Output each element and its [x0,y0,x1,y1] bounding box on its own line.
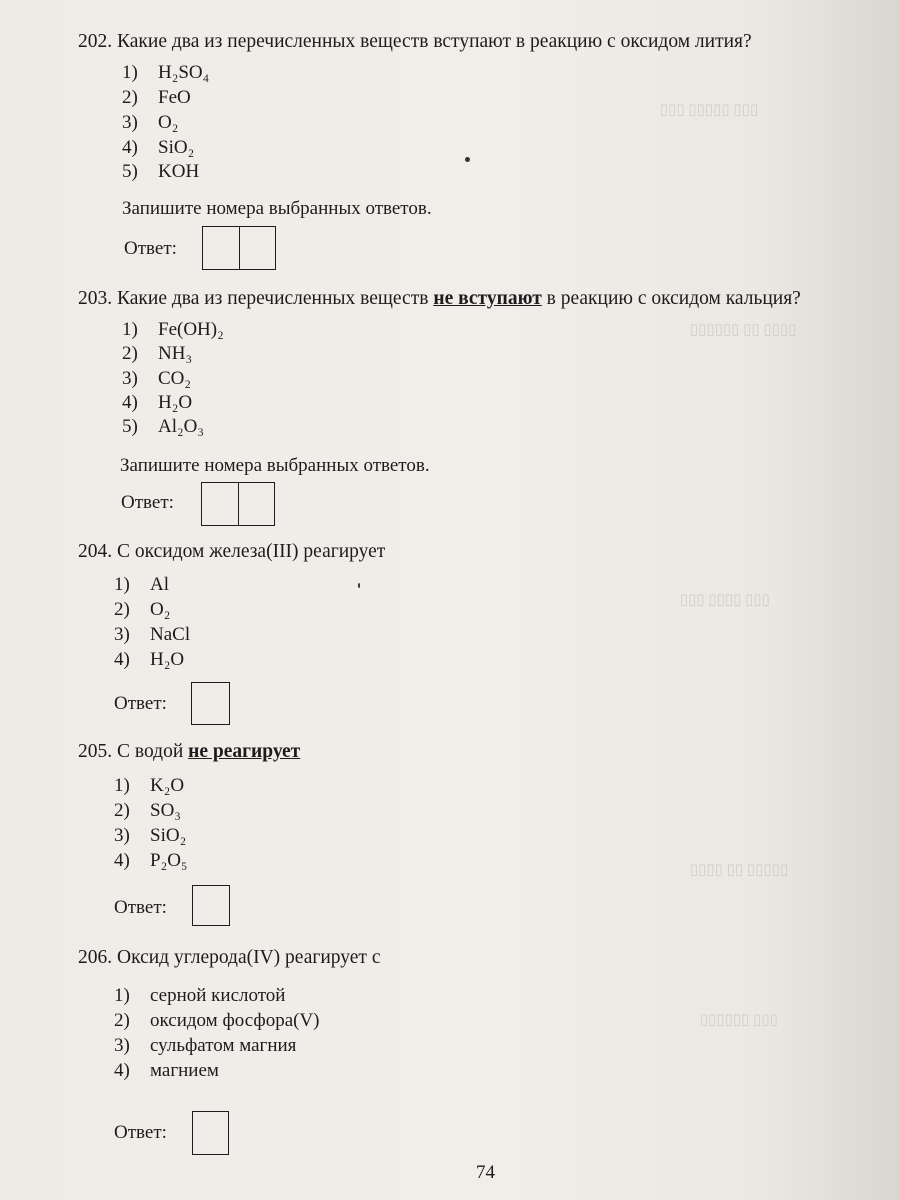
question-206-option-4: 4) магнием [114,1060,219,1081]
question-206-answer-box[interactable] [192,1111,229,1155]
question-202-option-4: 4) SiO₂ [122,137,195,158]
question-204-option-2: 2) O₂ [114,599,171,620]
question-202-option-3: 3) O₂ [122,112,179,133]
question-203-option-2: 2) NH₃ [122,343,193,364]
question-205-answer-box[interactable] [192,885,230,926]
question-203-title: 203. Какие два из перечисленных веществ не вступают в реакцию с оксидом кальция? [78,288,801,309]
question-202-title: 202. Какие два из перечисленных веществ вступают в реакцию с оксидом лития? [78,31,752,52]
question-204-answer-label: Ответ: [114,693,167,714]
question-206-title: 206. Оксид углерода(IV) реагирует с [78,947,381,968]
question-205-option-4: 4) P₂O₅ [114,850,188,871]
question-206-option-3: 3) сульфатом магния [114,1035,297,1056]
question-202-option-2: 2) FeO [122,87,191,108]
question-202-answer-box[interactable] [202,226,276,270]
question-203-option-3: 3) CO₂ [122,368,192,389]
show-through-text: ▯▯▯ ▯▯▯▯▯ ▯▯▯ [660,102,759,118]
question-205-title: 205. С водой не реагирует [78,741,301,762]
question-205-answer-label: Ответ: [114,897,167,918]
show-through-text: ▯▯▯ ▯▯▯▯▯▯ [700,1012,779,1028]
question-202-instruction: Запишите номера выбранных ответов. [122,198,432,219]
question-204-option-1: 1) Al [114,574,169,595]
question-203-answer-label: Ответ: [121,492,174,513]
page-number: 74 [476,1162,495,1183]
ink-speck [358,583,360,588]
show-through-text: ▯▯▯▯ ▯▯ ▯▯▯▯▯▯ [690,322,797,338]
question-203-option-5: 5) Al₂O₃ [122,416,204,437]
question-204-option-3: 3) NaCl [114,624,191,645]
question-203-option-1: 1) Fe(OH)₂ [122,319,224,340]
question-203-answer-box[interactable] [201,482,275,526]
question-203-emphasis: не вступают [433,288,542,309]
question-204-answer-box[interactable] [191,682,230,725]
show-through-text: ▯▯▯▯▯ ▯▯ ▯▯▯▯ [690,862,789,878]
question-202-option-5: 5) KOH [122,161,200,182]
question-205-option-3: 3) SiO₂ [114,825,187,846]
question-206-option-1: 1) серной кислотой [114,985,286,1006]
question-204-title: 204. С оксидом железа(III) реагирует [78,541,386,562]
question-206-answer-label: Ответ: [114,1122,167,1143]
question-205-option-1: 1) K₂O [114,775,185,796]
show-through-text: ▯▯▯ ▯▯▯▯ ▯▯▯ [680,592,771,608]
question-205-option-2: 2) SO₃ [114,800,181,821]
question-202-option-1: 1) H₂SO₄ [122,62,210,83]
ink-speck [465,157,470,162]
question-203-instruction: Запишите номера выбранных ответов. [120,455,430,476]
question-202-answer-label: Ответ: [124,238,177,259]
question-206-option-2: 2) оксидом фосфора(V) [114,1010,320,1031]
question-204-option-4: 4) H₂O [114,649,185,670]
question-203-option-4: 4) H₂O [122,392,193,413]
question-205-emphasis: не реагирует [188,741,301,762]
